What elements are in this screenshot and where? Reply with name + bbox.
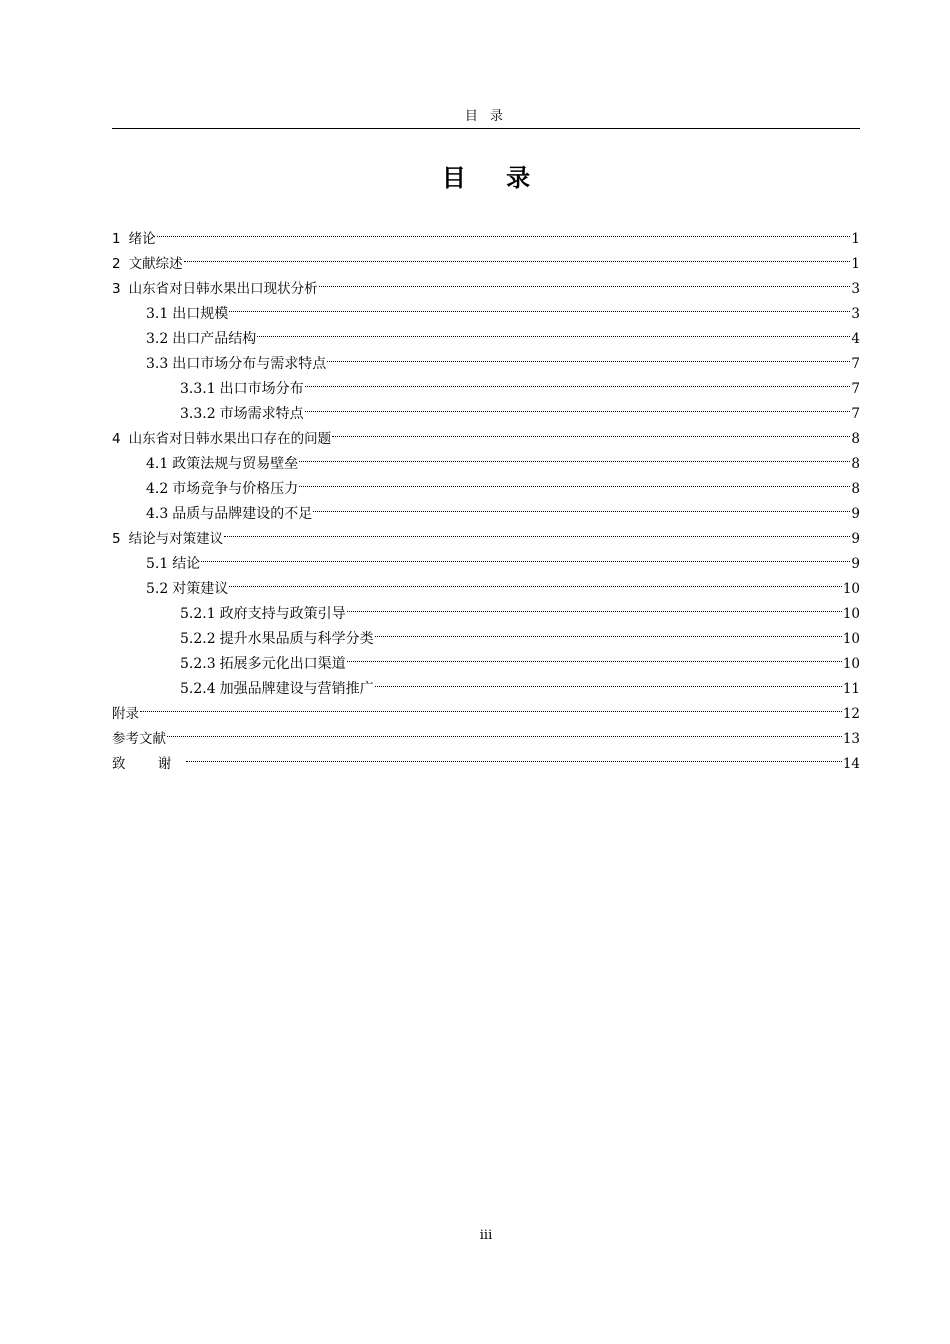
toc-entry-page: 10 bbox=[842, 631, 860, 647]
toc-entry-page: 7 bbox=[851, 406, 860, 422]
toc-entry-title: 拓展多元化出口渠道 bbox=[219, 656, 346, 672]
dot-leader bbox=[184, 243, 851, 268]
dot-leader bbox=[313, 493, 850, 518]
toc-entry-number: 2 bbox=[112, 256, 121, 272]
toc-entry[interactable] bbox=[112, 243, 860, 272]
toc-entry-page: 7 bbox=[851, 381, 860, 397]
toc-entry[interactable] bbox=[112, 718, 860, 747]
toc-entry-number: 5.2.4 bbox=[180, 681, 216, 697]
dot-leader bbox=[229, 568, 842, 593]
dot-leader bbox=[201, 543, 850, 568]
toc-entry-number: 4.1 bbox=[146, 456, 169, 472]
table-of-contents bbox=[112, 218, 860, 772]
toc-entry-number: 3.1 bbox=[146, 306, 169, 322]
running-header: 目 录 bbox=[464, 109, 508, 124]
toc-entry-title: 对策建议 bbox=[172, 581, 229, 597]
toc-entry-number: 4.3 bbox=[146, 506, 169, 522]
header-rule bbox=[112, 128, 860, 129]
dot-leader bbox=[375, 618, 842, 643]
toc-entry-title: 参考文献 bbox=[112, 731, 166, 747]
toc-entry-page: 9 bbox=[851, 556, 860, 572]
toc-entry-number: 3.3 bbox=[146, 356, 169, 372]
toc-entry-page: 1 bbox=[851, 256, 860, 272]
toc-entry-number: 5 bbox=[112, 531, 121, 547]
toc-entry-title: 提升水果品质与科学分类 bbox=[219, 631, 374, 647]
toc-entry-number: 5.2.2 bbox=[180, 631, 216, 647]
toc-entry-title: 致 谢 bbox=[112, 756, 186, 772]
dot-leader bbox=[347, 593, 842, 618]
toc-entry-title: 山东省对日韩水果出口存在的问题 bbox=[128, 431, 332, 447]
toc-entry-page: 12 bbox=[842, 706, 860, 722]
toc-entry-page: 8 bbox=[851, 481, 860, 497]
toc-entry[interactable] bbox=[112, 693, 860, 722]
toc-entry-title: 山东省对日韩水果出口现状分析 bbox=[128, 281, 318, 297]
toc-entry-page: 9 bbox=[851, 506, 860, 522]
toc-entry-number: 4 bbox=[112, 431, 121, 447]
toc-entry[interactable] bbox=[112, 218, 860, 247]
toc-entry-page: 9 bbox=[851, 531, 860, 547]
toc-entry-title: 文献综述 bbox=[128, 256, 183, 272]
toc-entry-title: 出口市场分布与需求特点 bbox=[172, 356, 327, 372]
toc-entry-page: 3 bbox=[851, 306, 860, 322]
dot-leader bbox=[347, 643, 842, 668]
toc-entry-page: 13 bbox=[842, 731, 860, 747]
toc-entry-number: 1 bbox=[112, 231, 121, 247]
toc-entry[interactable] bbox=[112, 543, 860, 572]
dot-leader bbox=[167, 718, 842, 743]
toc-entry-page: 3 bbox=[851, 281, 860, 297]
dot-leader bbox=[305, 393, 851, 418]
dot-leader bbox=[257, 318, 850, 343]
toc-entry-title: 结论与对策建议 bbox=[128, 531, 224, 547]
toc-entry[interactable] bbox=[112, 268, 860, 297]
toc-entry-number: 3 bbox=[112, 281, 121, 297]
toc-entry-title: 出口规模 bbox=[172, 306, 229, 322]
page-title: 目 录 bbox=[441, 164, 547, 192]
dot-leader bbox=[224, 518, 850, 543]
toc-entry-page: 14 bbox=[842, 756, 860, 772]
toc-entry-page: 4 bbox=[851, 331, 860, 347]
dot-leader bbox=[229, 293, 850, 318]
toc-entry-number: 3.3.1 bbox=[180, 381, 216, 397]
toc-entry-title: 加强品牌建设与营销推广 bbox=[219, 681, 374, 697]
toc-entry-page: 8 bbox=[851, 456, 860, 472]
toc-entry-title: 出口市场分布 bbox=[219, 381, 304, 397]
dot-leader bbox=[157, 218, 851, 243]
dot-leader bbox=[305, 368, 851, 393]
toc-entry-number: 4.2 bbox=[146, 481, 169, 497]
toc-entry-page: 7 bbox=[851, 356, 860, 372]
toc-entry-page: 10 bbox=[842, 581, 860, 597]
dot-leader bbox=[299, 443, 850, 468]
dot-leader bbox=[140, 693, 842, 718]
dot-leader bbox=[332, 418, 850, 443]
toc-entry-number: 5.2.3 bbox=[180, 656, 216, 672]
toc-entry-title: 市场需求特点 bbox=[219, 406, 304, 422]
dot-leader bbox=[327, 343, 850, 368]
toc-entry-page: 11 bbox=[842, 681, 860, 697]
toc-entry-title: 附录 bbox=[112, 706, 139, 722]
dot-leader bbox=[299, 468, 850, 493]
toc-entry-page: 1 bbox=[851, 231, 860, 247]
toc-entry-number: 5.1 bbox=[146, 556, 169, 572]
toc-entry[interactable] bbox=[112, 743, 860, 772]
toc-entry-title: 政府支持与政策引导 bbox=[219, 606, 346, 622]
toc-entry-number: 3.3.2 bbox=[180, 406, 216, 422]
toc-entry-title: 绪论 bbox=[128, 231, 156, 247]
toc-entry-page: 8 bbox=[851, 431, 860, 447]
page-number: iii bbox=[479, 1228, 493, 1243]
toc-entry-title: 市场竞争与价格压力 bbox=[172, 481, 299, 497]
toc-entry-title: 结论 bbox=[172, 556, 201, 572]
toc-entry[interactable] bbox=[112, 568, 860, 597]
toc-entry-page: 10 bbox=[842, 606, 860, 622]
toc-entry-title: 品质与品牌建设的不足 bbox=[172, 506, 313, 522]
toc-entry[interactable] bbox=[112, 518, 860, 547]
toc-entry-title: 政策法规与贸易壁垒 bbox=[172, 456, 299, 472]
dot-leader bbox=[319, 268, 851, 293]
toc-entry-number: 3.2 bbox=[146, 331, 169, 347]
toc-entry-number: 5.2 bbox=[146, 581, 169, 597]
dot-leader bbox=[375, 668, 842, 693]
toc-entry-page: 10 bbox=[842, 656, 860, 672]
toc-entry-number: 5.2.1 bbox=[180, 606, 216, 622]
dot-leader bbox=[186, 743, 842, 768]
toc-entry-title: 出口产品结构 bbox=[172, 331, 257, 347]
